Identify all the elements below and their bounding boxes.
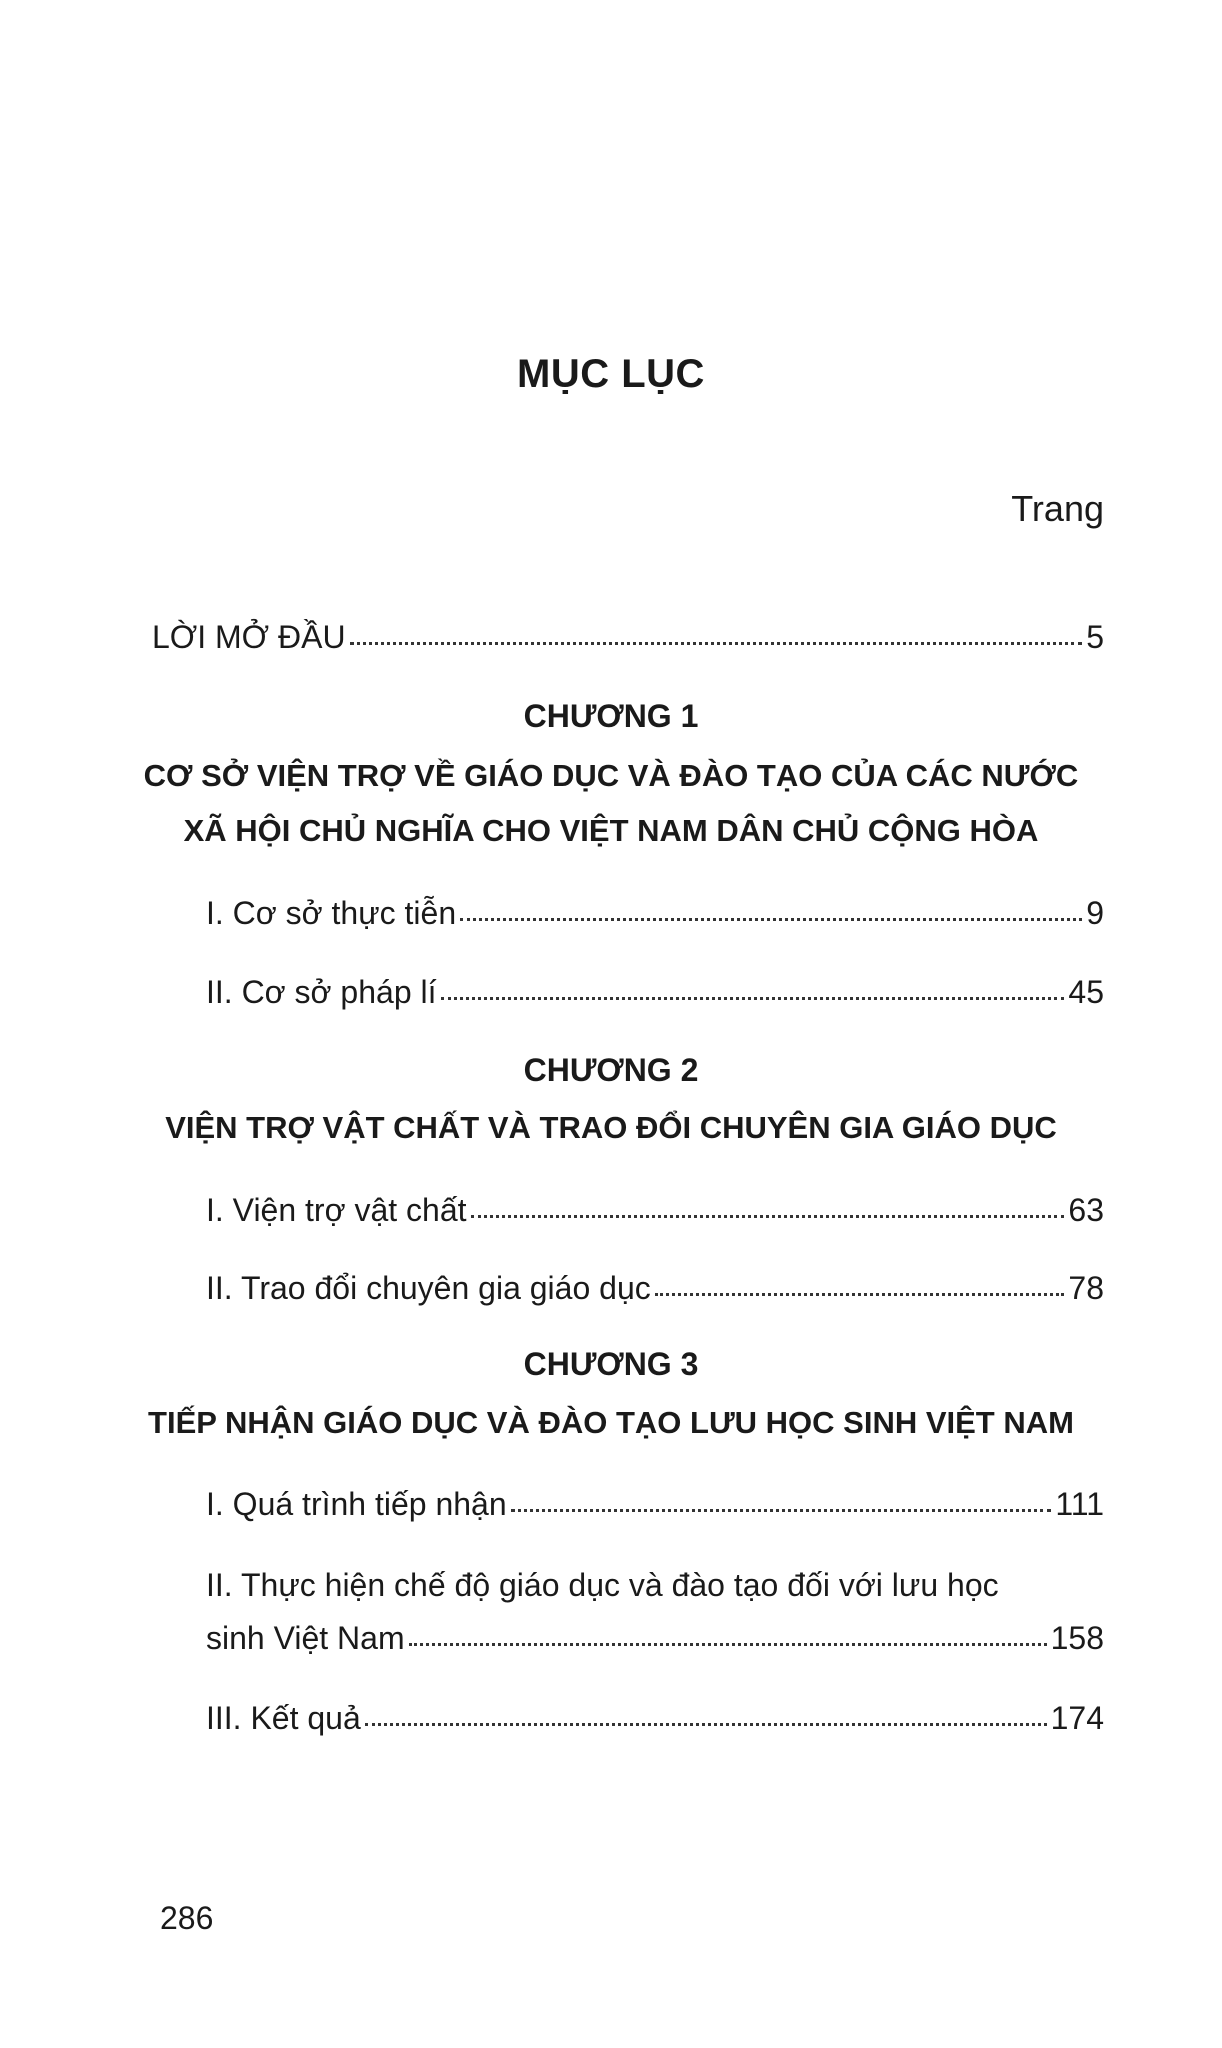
toc-entry-page: 158: [1050, 1620, 1104, 1656]
dot-leader: [350, 642, 1083, 645]
chapter-number: CHƯƠNG 1: [523, 698, 699, 734]
dot-leader: [471, 1215, 1065, 1218]
chapter-title-line: CƠ SỞ VIỆN TRỢ VỀ GIÁO DỤC VÀ ĐÀO TẠO CỦA CÁC NƯỚC: [143, 758, 1079, 793]
toc-entry-label-first-line: II. Thực hiện chế độ giáo dục và đào tạo đối với lưu học: [206, 1567, 999, 1603]
chapter-title-line: TIẾP NHẬN GIÁO DỤC VÀ ĐÀO TẠO LƯU HỌC SINH VIỆT NAM: [148, 1405, 1074, 1440]
dot-leader: [655, 1293, 1065, 1296]
dot-leader: [409, 1643, 1047, 1646]
toc-entry: [206, 1698, 1104, 1738]
toc-entry-label: II. Trao đổi chuyên gia giáo dục: [206, 1270, 651, 1306]
toc-entry-label: I. Cơ sở thực tiễn: [206, 895, 457, 931]
toc-entry-label: sinh Việt Nam: [206, 1620, 405, 1656]
chapter-number: CHƯƠNG 2: [523, 1052, 699, 1088]
chapter-number: CHƯƠNG 3: [523, 1346, 699, 1382]
toc-entry: [206, 1484, 1104, 1524]
toc-entry: [206, 1268, 1104, 1308]
page-number: 286: [160, 1900, 214, 1936]
toc-entry: [206, 893, 1104, 933]
chapter-title-line: VIỆN TRỢ VẬT CHẤT VÀ TRAO ĐỔI CHUYÊN GIA GIÁO DỤC: [165, 1110, 1057, 1145]
toc-entry-label: I. Quá trình tiếp nhận: [206, 1486, 507, 1522]
toc-entry-label: LỜI MỞ ĐẦU: [152, 619, 346, 655]
toc-entry-page: 174: [1050, 1700, 1104, 1736]
toc-entry: [206, 1618, 1104, 1658]
page-title: MỤC LỤC: [517, 352, 705, 396]
toc-entry-page: 111: [1055, 1486, 1104, 1522]
toc-entry-label: II. Cơ sở pháp lí: [206, 974, 437, 1010]
toc-entry-intro: [152, 617, 1104, 657]
chapter-title-line: XÃ HỘI CHỦ NGHĨA CHO VIỆT NAM DÂN CHỦ CỘNG HÒA: [183, 813, 1039, 848]
toc-entry: [206, 1190, 1104, 1230]
toc-entry-page: 63: [1068, 1192, 1104, 1228]
dot-leader: [511, 1509, 1052, 1512]
toc-entry-label: III. Kết quả: [206, 1700, 361, 1736]
toc-entry-label: I. Viện trợ vật chất: [206, 1192, 467, 1228]
toc-entry-page: 45: [1068, 974, 1104, 1010]
toc-entry-page: 78: [1068, 1270, 1104, 1306]
dot-leader: [365, 1723, 1047, 1726]
toc-entry-page: 5: [1086, 619, 1104, 655]
page-column-label: Trang: [1011, 488, 1104, 529]
toc-entry-page: 9: [1086, 895, 1104, 931]
toc-entry: [206, 972, 1104, 1012]
dot-leader: [441, 997, 1065, 1000]
dot-leader: [460, 918, 1082, 921]
